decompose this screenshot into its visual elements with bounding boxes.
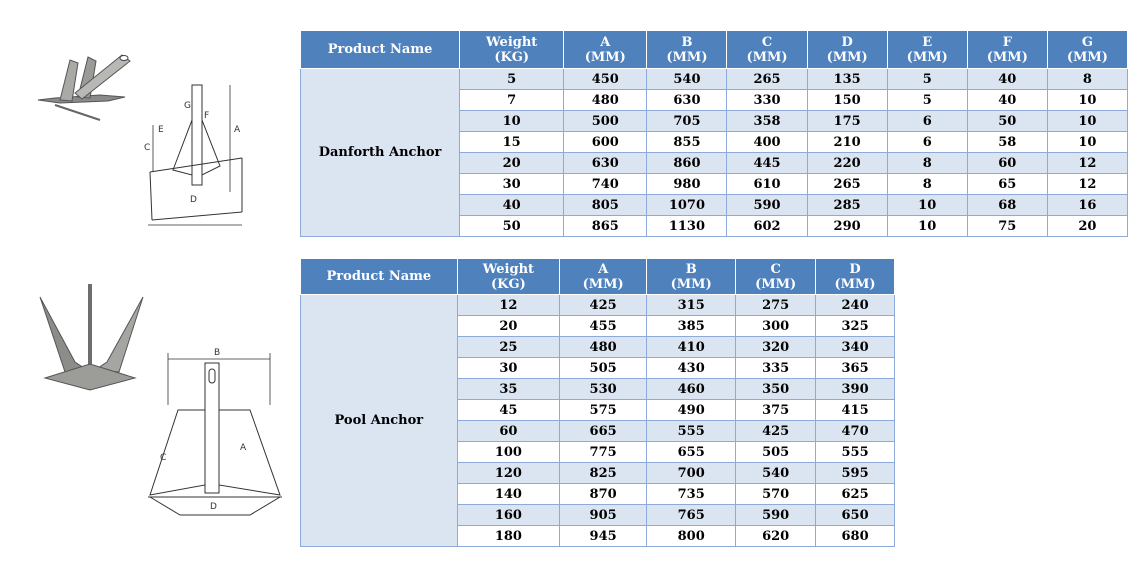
table-cell: 358 <box>727 111 807 132</box>
table-cell: 275 <box>736 295 816 316</box>
table-cell: 210 <box>807 132 887 153</box>
table-cell: 470 <box>816 421 895 442</box>
table-cell: 8 <box>887 174 967 195</box>
table-cell: 20 <box>457 316 559 337</box>
table-cell: 540 <box>647 69 727 90</box>
danforth-header-unit: (MM) <box>584 49 626 65</box>
table-cell: 860 <box>647 153 727 174</box>
danforth-header-row <box>301 31 1128 69</box>
danforth-anchor-diagram <box>138 80 258 230</box>
table-cell: 610 <box>727 174 807 195</box>
table-cell: 30 <box>457 358 559 379</box>
table-cell: 590 <box>736 505 816 526</box>
diagram-label-b: B <box>214 348 221 358</box>
danforth-header-cell <box>967 31 1047 69</box>
table-cell: 15 <box>460 132 564 153</box>
pool-header-cell <box>816 259 895 295</box>
pool-header-cell <box>647 259 736 295</box>
pool-anchor-photo <box>35 282 150 397</box>
table-cell: 180 <box>457 526 559 547</box>
danforth-header-title: B <box>681 34 693 50</box>
table-cell: 425 <box>736 421 816 442</box>
table-cell: 805 <box>564 195 647 216</box>
table-cell: 905 <box>560 505 647 526</box>
table-cell: 40 <box>967 69 1047 90</box>
table-cell: 540 <box>736 463 816 484</box>
table-cell: 855 <box>647 132 727 153</box>
table-cell: 12 <box>1047 153 1127 174</box>
table-cell: 10 <box>887 216 967 237</box>
table-cell: 315 <box>647 295 736 316</box>
pool-header-row <box>301 259 895 295</box>
table-cell: 10 <box>1047 90 1127 111</box>
table-cell: 665 <box>560 421 647 442</box>
table-cell: 20 <box>1047 216 1127 237</box>
table-cell: 58 <box>967 132 1047 153</box>
table-cell: 40 <box>967 90 1047 111</box>
table-cell: 705 <box>647 111 727 132</box>
table-cell: 630 <box>564 153 647 174</box>
table-cell: 340 <box>816 337 895 358</box>
danforth-header-title: D <box>841 34 853 50</box>
danforth-header-unit: (MM) <box>906 49 948 65</box>
table-cell: 602 <box>727 216 807 237</box>
danforth-header-title: C <box>761 34 773 50</box>
table-cell: 50 <box>967 111 1047 132</box>
pool-product-name: Pool Anchor <box>301 295 458 547</box>
pool-header-cell <box>560 259 647 295</box>
table-row <box>301 295 895 316</box>
table-cell: 480 <box>564 90 647 111</box>
table-cell: 430 <box>647 358 736 379</box>
table-cell: 100 <box>457 442 559 463</box>
table-cell: 385 <box>647 316 736 337</box>
table-cell: 16 <box>1047 195 1127 216</box>
pool-header-unit: (MM) <box>755 276 797 292</box>
pool-header-unit: (MM) <box>582 276 624 292</box>
table-cell: 365 <box>816 358 895 379</box>
table-cell: 290 <box>807 216 887 237</box>
table-cell: 390 <box>816 379 895 400</box>
pool-header-cell <box>457 259 559 295</box>
table-cell: 460 <box>647 379 736 400</box>
diagram-label-d: D <box>190 195 197 205</box>
table-cell: 375 <box>736 400 816 421</box>
diagram-label-d: D <box>210 502 217 512</box>
table-cell: 330 <box>727 90 807 111</box>
table-cell: 1130 <box>647 216 727 237</box>
table-cell: 175 <box>807 111 887 132</box>
danforth-header-unit: (MM) <box>826 49 868 65</box>
diagram-label-e: E <box>158 125 164 135</box>
pool-header-title: Product Name <box>326 269 432 284</box>
table-cell: 740 <box>564 174 647 195</box>
danforth-header-unit: (MM) <box>746 49 788 65</box>
table-row <box>301 69 1128 90</box>
table-cell: 35 <box>457 379 559 400</box>
diagram-label-c: C <box>144 143 151 153</box>
table-cell: 1070 <box>647 195 727 216</box>
table-cell: 20 <box>460 153 564 174</box>
table-cell: 735 <box>647 484 736 505</box>
table-cell: 800 <box>647 526 736 547</box>
table-cell: 285 <box>807 195 887 216</box>
table-cell: 570 <box>736 484 816 505</box>
table-cell: 650 <box>816 505 895 526</box>
danforth-spec-table <box>300 30 1128 237</box>
table-cell: 8 <box>1047 69 1127 90</box>
pool-header-cell <box>736 259 816 295</box>
danforth-header-title: A <box>600 34 611 50</box>
table-cell: 325 <box>816 316 895 337</box>
table-cell: 505 <box>736 442 816 463</box>
table-cell: 980 <box>647 174 727 195</box>
table-cell: 455 <box>560 316 647 337</box>
danforth-product-name: Danforth Anchor <box>301 69 460 237</box>
table-cell: 10 <box>1047 132 1127 153</box>
table-cell: 10 <box>1047 111 1127 132</box>
pool-header-title: B <box>685 261 697 277</box>
table-cell: 265 <box>727 69 807 90</box>
danforth-header-cell <box>887 31 967 69</box>
pool-anchor-diagram <box>140 345 290 520</box>
table-cell: 120 <box>457 463 559 484</box>
danforth-header-cell <box>301 31 460 69</box>
table-cell: 555 <box>816 442 895 463</box>
table-cell: 320 <box>736 337 816 358</box>
table-cell: 60 <box>457 421 559 442</box>
table-cell: 680 <box>816 526 895 547</box>
danforth-header-unit: (KG) <box>494 49 530 65</box>
table-cell: 5 <box>460 69 564 90</box>
table-cell: 68 <box>967 195 1047 216</box>
table-cell: 630 <box>647 90 727 111</box>
table-cell: 945 <box>560 526 647 547</box>
table-cell: 7 <box>460 90 564 111</box>
table-cell: 865 <box>564 216 647 237</box>
pool-header-cell <box>301 259 458 295</box>
table-cell: 450 <box>564 69 647 90</box>
pool-header-title: C <box>770 261 781 277</box>
table-cell: 625 <box>816 484 895 505</box>
danforth-header-cell <box>564 31 647 69</box>
table-cell: 500 <box>564 111 647 132</box>
table-cell: 870 <box>560 484 647 505</box>
pool-header-unit: (KG) <box>491 276 526 292</box>
danforth-anchor-photo <box>30 45 140 125</box>
danforth-header-title: F <box>1002 34 1012 50</box>
table-cell: 490 <box>647 400 736 421</box>
danforth-header-title: E <box>922 34 933 50</box>
table-cell: 135 <box>807 69 887 90</box>
danforth-header-cell <box>647 31 727 69</box>
table-cell: 335 <box>736 358 816 379</box>
danforth-header-title: Weight <box>486 34 538 50</box>
table-cell: 595 <box>816 463 895 484</box>
table-cell: 300 <box>736 316 816 337</box>
table-cell: 6 <box>887 132 967 153</box>
table-cell: 825 <box>560 463 647 484</box>
table-cell: 220 <box>807 153 887 174</box>
danforth-header-cell <box>460 31 564 69</box>
table-cell: 415 <box>816 400 895 421</box>
table-cell: 410 <box>647 337 736 358</box>
table-cell: 10 <box>887 195 967 216</box>
table-cell: 700 <box>647 463 736 484</box>
table-cell: 555 <box>647 421 736 442</box>
danforth-header-unit: (MM) <box>666 49 708 65</box>
table-cell: 655 <box>647 442 736 463</box>
danforth-header-cell <box>807 31 887 69</box>
pool-header-unit: (MM) <box>670 276 712 292</box>
table-cell: 350 <box>736 379 816 400</box>
diagram-label-g: G <box>184 101 191 111</box>
table-cell: 400 <box>727 132 807 153</box>
table-cell: 6 <box>887 111 967 132</box>
table-cell: 12 <box>1047 174 1127 195</box>
table-cell: 30 <box>460 174 564 195</box>
table-cell: 8 <box>887 153 967 174</box>
table-cell: 140 <box>457 484 559 505</box>
danforth-header-cell <box>1047 31 1127 69</box>
table-cell: 265 <box>807 174 887 195</box>
table-cell: 160 <box>457 505 559 526</box>
table-cell: 765 <box>647 505 736 526</box>
danforth-header-unit: (MM) <box>986 49 1028 65</box>
diagram-label-a: A <box>240 443 247 453</box>
table-cell: 775 <box>560 442 647 463</box>
table-cell: 40 <box>460 195 564 216</box>
danforth-header-unit: (MM) <box>1066 49 1108 65</box>
table-cell: 75 <box>967 216 1047 237</box>
table-cell: 530 <box>560 379 647 400</box>
pool-header-title: Weight <box>482 261 535 277</box>
diagram-label-c: C <box>160 453 167 463</box>
table-cell: 425 <box>560 295 647 316</box>
table-cell: 480 <box>560 337 647 358</box>
table-cell: 65 <box>967 174 1047 195</box>
table-cell: 12 <box>457 295 559 316</box>
table-cell: 575 <box>560 400 647 421</box>
table-cell: 5 <box>887 90 967 111</box>
table-cell: 240 <box>816 295 895 316</box>
pool-header-title: D <box>849 261 861 277</box>
table-cell: 445 <box>727 153 807 174</box>
table-cell: 60 <box>967 153 1047 174</box>
pool-header-unit: (MM) <box>834 276 876 292</box>
danforth-header-title: Product Name <box>327 42 433 57</box>
danforth-header-cell <box>727 31 807 69</box>
table-cell: 150 <box>807 90 887 111</box>
table-cell: 620 <box>736 526 816 547</box>
table-cell: 25 <box>457 337 559 358</box>
table-cell: 50 <box>460 216 564 237</box>
table-cell: 505 <box>560 358 647 379</box>
table-cell: 45 <box>457 400 559 421</box>
table-cell: 5 <box>887 69 967 90</box>
table-cell: 10 <box>460 111 564 132</box>
table-cell: 600 <box>564 132 647 153</box>
table-cell: 590 <box>727 195 807 216</box>
pool-spec-table <box>300 258 895 547</box>
danforth-header-title: G <box>1081 34 1093 50</box>
diagram-label-f: F <box>204 111 210 121</box>
pool-header-title: A <box>598 261 609 277</box>
diagram-label-a: A <box>234 125 241 135</box>
